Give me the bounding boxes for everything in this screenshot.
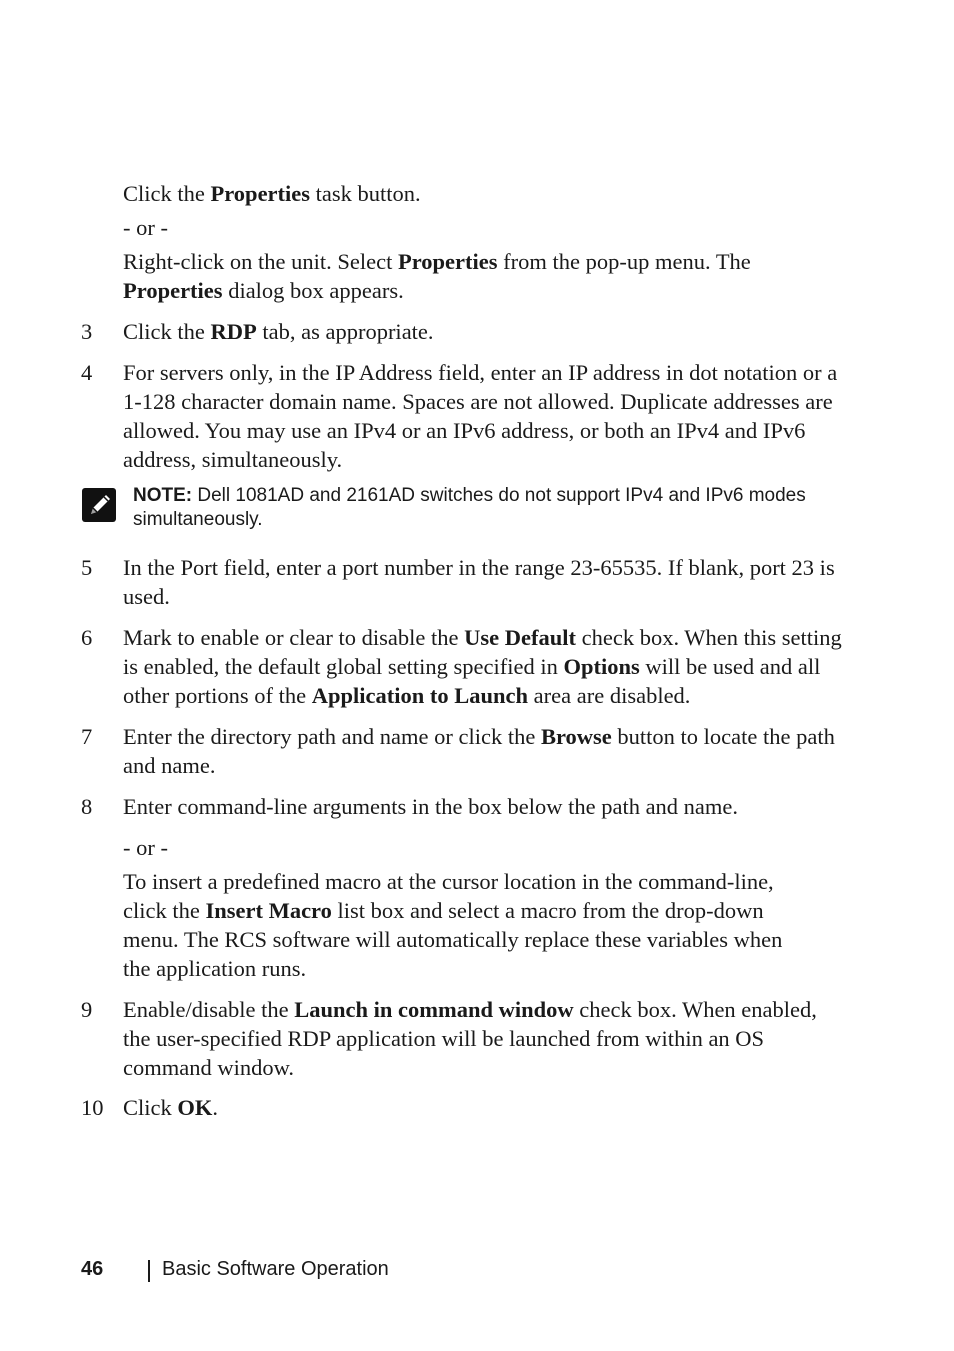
step-number: 6	[81, 625, 93, 650]
step-number: 4	[81, 360, 93, 385]
step-number: 9	[81, 997, 93, 1022]
step-5-text: In the Port field, enter a port number in the range 23-65535. If blank, port 23 is used.	[123, 555, 835, 609]
note-label: NOTE:	[133, 485, 193, 506]
pencil-note-icon	[82, 488, 116, 522]
step-number: 8	[81, 794, 93, 819]
note-text: NOTE: Dell 1081AD and 2161AD switches do not support IPv4 and IPv6 modes simultaneously.	[133, 485, 806, 530]
step-7-text: Enter the directory path and name or click the Browse button to locate the path and name.	[123, 724, 835, 778]
step-6-text: Mark to enable or clear to disable the Use Default check box. When this setting is enabled, the default global setting specified in Options will be used and all other portions of the Application to Launch area are disabled.	[123, 625, 842, 708]
step-number: 10	[81, 1095, 104, 1120]
step-4-text: For servers only, in the IP Address field, enter an IP address in dot notation or a 1-128 character domain name. Spaces are not allowed. Duplicate addresses are allowed. You may use an IPv4 or an IPv6 address, or both an IPv4 and IPv6 address, simultaneously.	[123, 360, 838, 472]
step-3-text: Click the RDP tab, as appropriate.	[123, 319, 434, 344]
step-number: 7	[81, 724, 93, 749]
page-number: 46	[81, 1258, 104, 1280]
step-8-text: Enter command-line arguments in the box below the path and name.	[123, 794, 739, 819]
step-number: 5	[81, 555, 93, 580]
step-number: 3	[81, 319, 93, 344]
step-10-text: Click OK.	[123, 1095, 219, 1120]
footer-section-title: Basic Software Operation	[162, 1258, 389, 1280]
step-8-alternative-text: To insert a predefined macro at the cursor location in the command-line, click the Insert Macro list box and select a macro from the drop-down menu. The RCS software will automatically replace these variables when the application runs.	[123, 869, 783, 981]
step-9-text: Enable/disable the Launch in command window check box. When enabled, the user-specified RDP application will be launched from within an OS command window.	[123, 997, 817, 1080]
or-separator: - or -	[123, 215, 168, 240]
or-separator: - or -	[123, 835, 168, 860]
intro-paragraph-2: Right-click on the unit. Select Properties from the pop-up menu. The Properties dialog box appears.	[123, 249, 751, 303]
footer-divider	[148, 1260, 150, 1282]
intro-paragraph-1: Click the Properties task button.	[123, 181, 421, 206]
